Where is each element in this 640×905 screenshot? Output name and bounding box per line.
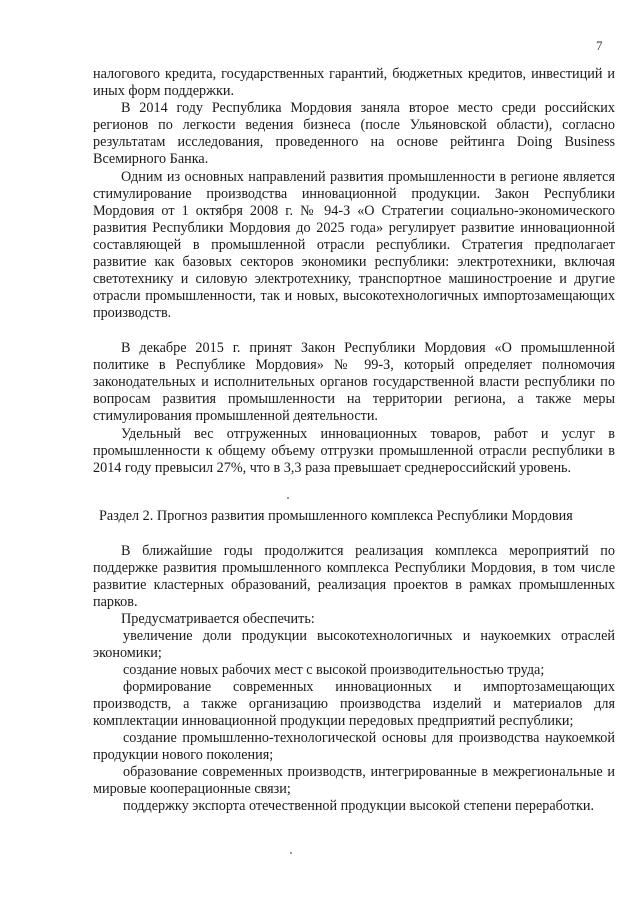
provision-item: формирование современных инновационных и импортозамещающих производств, а также организацию производства изделий и материалов для комплектации инновационной продукции передовых предприятий республики; xyxy=(93,679,615,729)
page-number: 7 xyxy=(596,38,603,53)
paragraph-innovation-share: Удельный вес отгруженных инновационных товаров, работ и услуг в промышленности к общему объему отгрузки промышленной отрасли республики в 2014 году превысил 27%, что в 3,3 раза превышает среднероссийский уровень. xyxy=(93,426,615,476)
section-intro-paragraph: В ближайшие годы продолжится реализация комплекса мероприятий по поддержке развития промышленного комплекса Республики Мордовия, в том числе развитие кластерных образований, реализация проектов в рамках промышленных парков. xyxy=(93,543,615,610)
paragraph-support-forms: налогового кредита, государственных гарантий, бюджетных кредитов, инвестиций и иных форм поддержки. xyxy=(93,66,615,99)
scan-speck xyxy=(287,497,289,499)
provision-item: образование современных производств, интегрированные в межрегиональные и мировые кооперационные связи; xyxy=(93,764,615,797)
provisions-lead: Предусматривается обеспечить: xyxy=(121,611,315,627)
paragraph-strategy: Одним из основных направлений развития промышленности в регионе является стимулирование производства инновационной продукции. Закон Республики Мордовия от 1 октября 2008 г. № 94-З «О Стратегии социально-экономического развития Республики Мордовия до 2025 года» регулирует развитие инновационной составляющей в промышленной отрасли республики. Стратегия предполагает развитие как базовых секторов экономики республики: электротехники, включая светотехнику и силовую электротехнику, транспортное машиностроение и другие отрасли промышленности, так и новых, высокотехнологичных импортозамещающих производств. xyxy=(93,169,615,321)
provision-item: увеличение доли продукции высокотехнологичных и наукоемких отраслей экономики; xyxy=(93,628,615,661)
paragraph-doing-business: В 2014 году Республика Мордовия заняла второе место среди российских регионов по легкости ведения бизнеса (после Ульяновской области), согласно результатам исследования, проведенного на основе рейтинга Doing Business Всемирного Банка. xyxy=(93,100,615,167)
paragraph-industrial-law: В декабре 2015 г. принят Закон Республики Мордовия «О промышленной политике в Республике Мордовия» № 99-З, который определяет полномочия законодательных и исполнительных органов государственной власти республики по вопросам развития промышленности на территории региона, а также меры стимулирования промышленной деятельности. xyxy=(93,340,615,424)
provision-item: поддержку экспорта отечественной продукции высокой степени переработки. xyxy=(123,798,595,814)
provision-item: создание новых рабочих мест с высокой производительностью труда; xyxy=(123,662,545,678)
section-heading: Раздел 2. Прогноз развития промышленного комплекса Республики Мордовия xyxy=(99,508,573,524)
scan-speck xyxy=(290,852,292,854)
provision-item: создание промышленно-технологической основы для производства наукоемкой продукции нового поколения; xyxy=(93,730,615,763)
